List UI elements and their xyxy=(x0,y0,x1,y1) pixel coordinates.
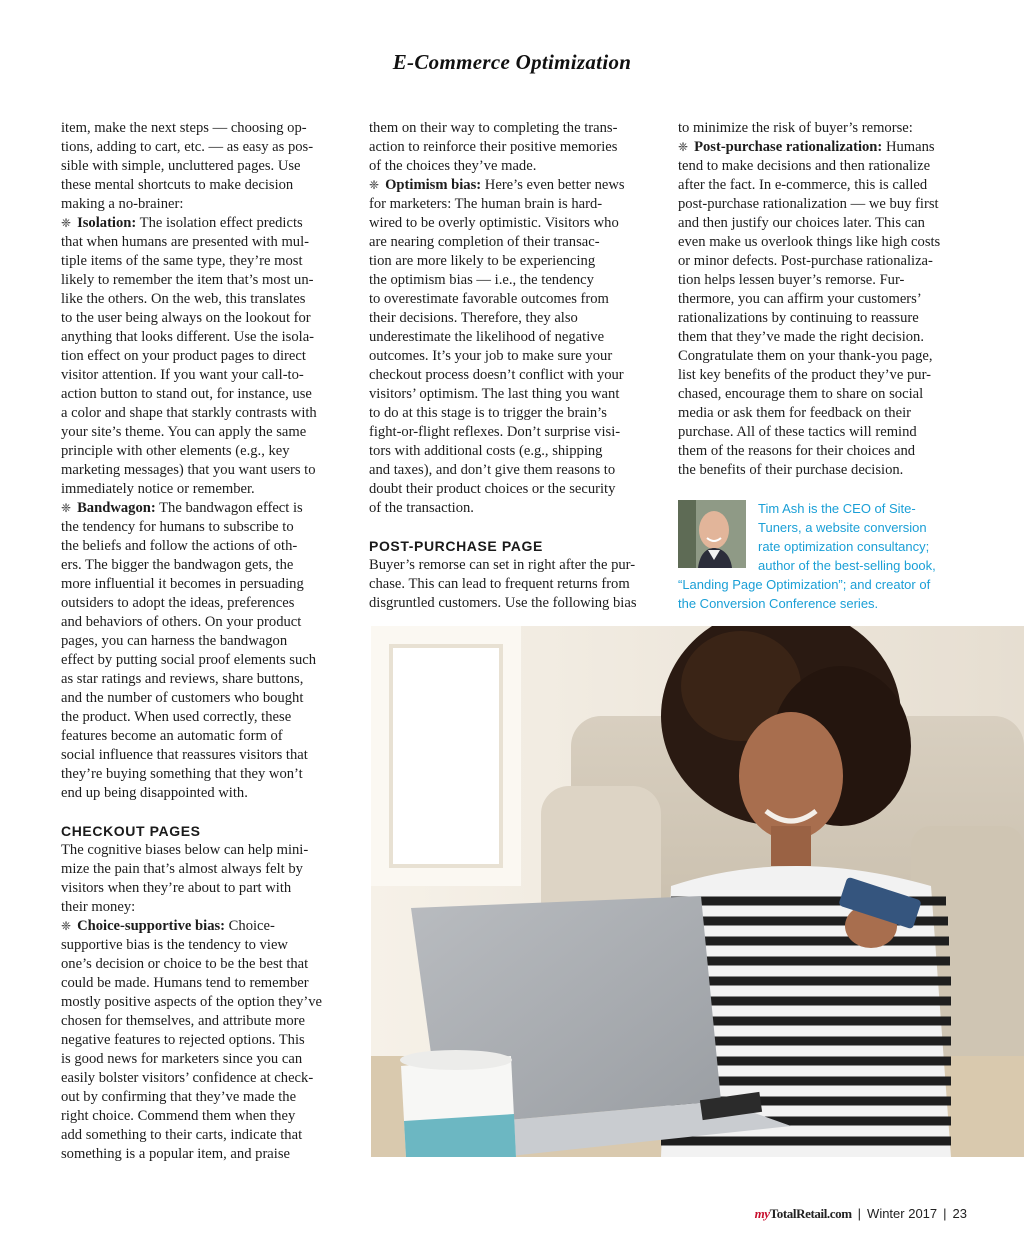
text-line: even make us overlook things like high costs xyxy=(678,234,941,250)
text-line: outsiders to adopt the ideas, preferences xyxy=(61,595,295,611)
woman-laptop-credit-card-photo xyxy=(371,626,1024,1157)
text-line: making a no-brainer: xyxy=(61,196,184,212)
text-line: the benefits of their purchase decision. xyxy=(678,462,904,478)
text-line: something is a popular item, and praise xyxy=(61,1146,290,1162)
text-line: they’re buying something that they won’t xyxy=(61,766,303,782)
text-line: media or ask them for feedback on their xyxy=(678,405,912,421)
text-line: could be made. Humans tend to remember xyxy=(61,975,309,991)
text-line: features become an automatic form of xyxy=(61,728,283,744)
text-line: wired to be overly optimistic. Visitors who xyxy=(369,215,619,231)
text-line: chased, encourage them to share on social xyxy=(678,386,924,402)
text-line: and taxes), and don’t give them reasons to xyxy=(369,462,616,478)
checkout-intro xyxy=(61,841,353,917)
text-line: action button to stand out, for instance, use xyxy=(61,386,312,402)
text-line: purchase. All of these tactics will remind xyxy=(678,424,917,440)
page-footer: myTotalRetail.com | Winter 2017 | 23 xyxy=(754,1206,967,1221)
text-line: negative features to rejected options. This xyxy=(61,1032,305,1048)
text-line: supportive bias is the tendency to view xyxy=(61,937,288,953)
bullet-icon: ❈ xyxy=(61,501,72,515)
text-line: like the others. On the web, this translates xyxy=(61,291,306,307)
bandwagon-paragraph xyxy=(61,499,353,803)
text-line: underestimate the likelihood of negative xyxy=(369,329,605,345)
text-line: of the choices they’ve made. xyxy=(369,158,537,174)
column-2 xyxy=(369,119,663,613)
text-line: easily bolster visitors’ confidence at check- xyxy=(61,1070,314,1086)
text-line: one’s decision or choice to be the best that xyxy=(61,956,309,972)
choice-supportive-paragraph xyxy=(61,917,353,1164)
text-line: to do at this stage is to trigger the brain’s xyxy=(369,405,607,421)
text-line: or minor defects. Post-purchase rationaliza- xyxy=(678,253,933,269)
bio-line: Tuners, a website conversion xyxy=(758,520,927,535)
choice-first-line xyxy=(61,917,353,936)
text-line: ers. The bigger the bandwagon gets, the xyxy=(61,557,294,573)
text-line: that when humans are presented with mul- xyxy=(61,234,310,250)
text-line: as star ratings and reviews, share buttons, xyxy=(61,671,304,687)
rationalization-first-text: Humans xyxy=(882,139,935,155)
text-line: them that they’ve made the right decision. xyxy=(678,329,924,345)
text-line: fight-or-flight reflexes. Don’t surprise visi- xyxy=(369,424,621,440)
bullet-icon: ❈ xyxy=(61,216,72,230)
text-line: and behaviors of others. On your product xyxy=(61,614,302,630)
text-line: them on their way to completing the trans- xyxy=(369,120,618,136)
text-line: social influence that reassures visitors that xyxy=(61,747,308,763)
column-3 xyxy=(678,119,968,480)
text-line: right choice. Commend them when they xyxy=(61,1108,296,1124)
text-line: disgruntled customers. Use the following bias xyxy=(369,595,637,611)
text-line: mize the pain that’s almost always felt by xyxy=(61,861,303,877)
text-line: a color and shape that starkly contrasts with xyxy=(61,405,317,421)
text-line: to overestimate favorable outcomes from xyxy=(369,291,609,307)
text-line: the tendency for humans to subscribe to xyxy=(61,519,294,535)
text-line: doubt their product choices or the security xyxy=(369,481,616,497)
choice-first-text: Choice- xyxy=(225,918,275,934)
isolation-paragraph xyxy=(61,214,353,499)
bio-line: “Landing Page Optimization”; and creator of xyxy=(678,577,931,592)
optimism-term: Optimism bias: xyxy=(385,177,482,193)
text-line: sible with simple, uncluttered pages. Use xyxy=(61,158,301,174)
col2-intro xyxy=(369,119,663,176)
text-line: checkout process doesn’t conflict with your xyxy=(369,367,624,383)
optimism-paragraph xyxy=(369,176,663,518)
text-line: item, make the next steps — choosing op- xyxy=(61,120,307,136)
text-line: the optimism bias — i.e., the tendency xyxy=(369,272,594,288)
text-line: tion are more likely to be experiencing xyxy=(369,253,596,269)
text-line: more influential it becomes in persuading xyxy=(61,576,304,592)
text-line: tion effect on your product pages to direct xyxy=(61,348,306,364)
text-line: effect by putting social proof elements such xyxy=(61,652,317,668)
text-line: the beliefs and follow the actions of oth- xyxy=(61,538,298,554)
bullet-icon: ❈ xyxy=(369,178,380,192)
text-line: add something to their carts, indicate that xyxy=(61,1127,303,1143)
bio-line: the Conversion Conference series. xyxy=(678,596,879,611)
text-line: Congratulate them on your thank-you page, xyxy=(678,348,933,364)
text-line: after the fact. In e-commerce, this is called xyxy=(678,177,928,193)
text-line: rationalizations by continuing to reassure xyxy=(678,310,919,326)
text-line: their decisions. Therefore, they also xyxy=(369,310,578,326)
text-line: chosen for themselves, and attribute more xyxy=(61,1013,305,1029)
text-line: post-purchase rationalization — we buy first xyxy=(678,196,939,212)
rationalization-term: Post-purchase rationalization: xyxy=(694,139,883,155)
text-line: outcomes. It’s your job to make sure your xyxy=(369,348,613,364)
text-line: their money: xyxy=(61,899,136,915)
text-line: action to reinforce their positive memories xyxy=(369,139,618,155)
text-line: list key benefits of the product they’ve pur- xyxy=(678,367,931,383)
text-line: of the transaction. xyxy=(369,500,474,516)
bio-line: Tim Ash is the CEO of Site- xyxy=(758,501,916,516)
text-line: thermore, you can affirm your customers’ xyxy=(678,291,922,307)
text-line: the product. When used correctly, these xyxy=(61,709,292,725)
text-line: tion helps lessen buyer’s remorse. Fur- xyxy=(678,272,905,288)
isolation-first-text: The isolation effect predicts xyxy=(136,215,303,231)
text-line: tions, adding to cart, etc. — as easy as pos- xyxy=(61,139,314,155)
bullet-icon: ❈ xyxy=(61,919,72,933)
text-line: mostly positive aspects of the option they’ve xyxy=(61,994,323,1010)
text-line: tiple items of the same type, they’re most xyxy=(61,253,303,269)
text-line: marketing messages) that you want users to xyxy=(61,462,316,478)
text-line: Buyer’s remorse can set in right after the pur- xyxy=(369,557,636,573)
text-line: and then justify our choices later. This can xyxy=(678,215,925,231)
text-line: principle with other elements (e.g., key xyxy=(61,443,290,459)
text-line: tend to make decisions and then rationalize xyxy=(678,158,931,174)
col3-intro xyxy=(678,119,968,138)
text-line: visitors when they’re about to part with xyxy=(61,880,292,896)
checkout-pages-heading: CHECKOUT PAGES xyxy=(61,823,201,839)
post-purchase-heading: POST-PURCHASE PAGE xyxy=(369,538,543,554)
running-head: E-Commerce Optimization xyxy=(392,50,632,74)
author-bio xyxy=(678,499,970,613)
issue-label: Winter 2017 xyxy=(867,1206,938,1221)
col1-intro xyxy=(61,119,353,214)
column-1 xyxy=(61,119,353,1164)
text-line: visitor attention. If you want your call-to- xyxy=(61,367,304,383)
text-line: your site’s theme. You can apply the same xyxy=(61,424,307,440)
text-line: to minimize the risk of buyer’s remorse: xyxy=(678,120,913,136)
choice-term: Choice-supportive bias: xyxy=(77,918,226,934)
optimism-first-line xyxy=(369,176,663,195)
brand-logo: myTotalRetail.com xyxy=(754,1206,852,1221)
bullet-icon: ❈ xyxy=(678,140,689,154)
text-line: immediately notice or remember. xyxy=(61,481,255,497)
post-purchase-intro xyxy=(369,556,663,613)
text-line: for marketers: The human brain is hard- xyxy=(369,196,603,212)
bandwagon-first-line xyxy=(61,499,353,518)
text-line: pages, you can harness the bandwagon xyxy=(61,633,288,649)
text-line: end up being disappointed with. xyxy=(61,785,248,801)
text-line: likely to remember the item that’s most un- xyxy=(61,272,314,288)
text-line: anything that looks different. Use the isola- xyxy=(61,329,315,345)
text-line: tors with additional costs (e.g., shipping xyxy=(369,443,603,459)
text-line: The cognitive biases below can help mini- xyxy=(61,842,309,858)
bio-line: rate optimization consultancy; xyxy=(758,539,930,554)
text-line: to the user being always on the lookout for xyxy=(61,310,311,326)
page-number: 23 xyxy=(952,1206,967,1221)
rationalization-paragraph xyxy=(678,138,968,480)
text-line: and the number of customers who bought xyxy=(61,690,304,706)
text-line: are nearing completion of their transac- xyxy=(369,234,600,250)
text-line: is good news for marketers since you can xyxy=(61,1051,303,1067)
bandwagon-term: Bandwagon: xyxy=(77,500,156,516)
isolation-term: Isolation: xyxy=(77,215,137,231)
text-line: these mental shortcuts to make decision xyxy=(61,177,294,193)
optimism-first-text: Here’s even better news xyxy=(481,177,625,193)
isolation-first-line xyxy=(61,214,353,233)
rationalization-first-line xyxy=(678,138,968,157)
text-line: out by confirming that they’ve made the xyxy=(61,1089,297,1105)
bandwagon-first-text: The bandwagon effect is xyxy=(155,500,303,516)
text-line: chase. This can lead to frequent returns from xyxy=(369,576,630,592)
text-line: visitors’ optimism. The last thing you want xyxy=(369,386,620,402)
text-line: them of the reasons for their choices and xyxy=(678,443,916,459)
bio-line: author of the best-selling book, xyxy=(758,558,936,573)
